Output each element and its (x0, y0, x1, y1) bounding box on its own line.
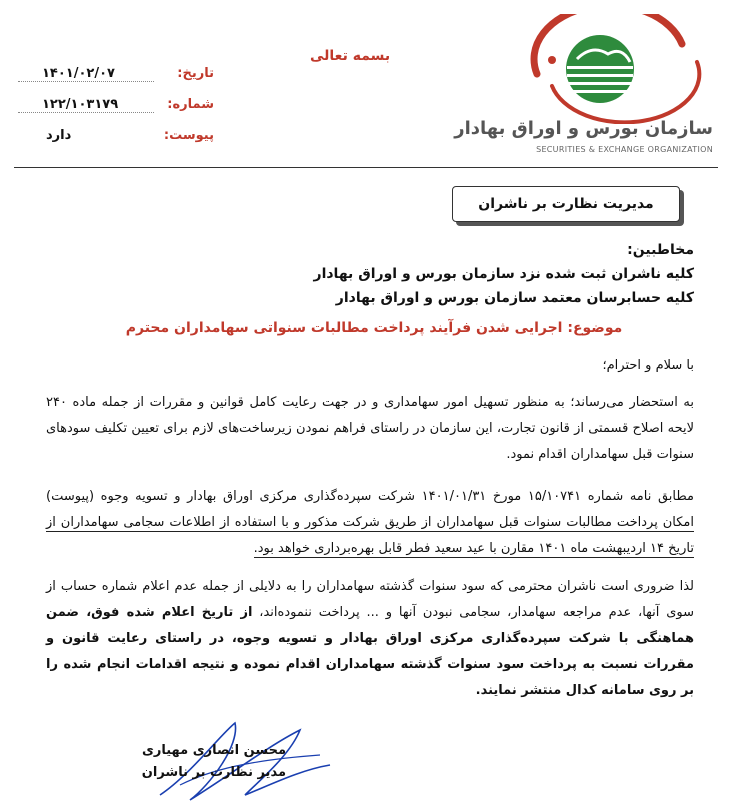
bismillah-heading: بسمه تعالی (310, 48, 391, 64)
organization-name-fa: سازمان بورس و اوراق بهادار (454, 118, 713, 139)
attachment-label: پیوست: (163, 128, 214, 143)
recipients-heading: مخاطبین: (627, 242, 694, 258)
underlined-text: امکان پرداخت مطالبات سنوات قبل سهامداران از طریق شرکت مذکور و با استفاده از اطلاعات سجامی سهامداران از تاریخ ۱۴ اردیبهشت ماه ۱۴۰۱ مقارن با عید سعید فطر قابل بهره‌برداری خواهد بود. (46, 515, 694, 556)
organization-logo (512, 14, 717, 164)
seo-logo-icon (512, 14, 717, 124)
bold-text: از تاریخ اعلام شده فوق، ضمن هماهنگی با شرکت سپرده‌گذاری مرکزی اوراق بهادار و تسویه وجوه، در راستای رعایت قانون و مقررات نسبت به پرداخت سود سنوات گذشته سهامداران اقدام نموده و نتیجه اقدامات انجام شده را بر روی سامانه کدال منتشر نمایند. (46, 605, 694, 698)
paragraph-intro: به استحضار می‌رساند؛ به منظور تسهیل امور سهامداری و در جهت رعایت کامل قوانین و مقررات از جمله ماده ۲۴۰ لایحه اصلاح قسمتی از قانون تجارت، این سازمان در راستای فراهم نمودن زیرساخت‌های لازم برای تعیین تکلیف سودهای سنوات قبل سهامداران اقدام نمود. (46, 395, 694, 462)
attachment-row (14, 128, 214, 148)
signer-name: محسن انصاری مهیاری (141, 743, 286, 758)
letter-number-row (14, 97, 214, 117)
letter-subject: موضوع: اجرایی شدن فرآیند پرداخت مطالبات سنواتی سهامداران محترم (125, 320, 623, 336)
paragraph-text: لذا ضروری است ناشران محترمی که سود سنوات گذشته سهامداران را به دلایلی از جمله عدم اعلام شماره حساب از سوی آنها، عدم مراجعه سهامدار، سجامی نبودن آنها و ... پرداخت ننموده‌اند، (46, 579, 695, 620)
department-box: مدیریت نظارت بر ناشران (452, 186, 680, 222)
dotted-line (18, 81, 154, 82)
recipient-line: کلیه ناشران ثبت شده نزد سازمان بورس و اوراق بهادار (313, 266, 694, 282)
paragraph-instruction (46, 574, 694, 704)
attachment-value: دارد (46, 128, 72, 143)
dotted-line (18, 112, 154, 113)
letter-date-row (14, 66, 214, 86)
signature-block (142, 740, 286, 784)
date-value: ۱۴۰۱/۰۲/۰۷ (42, 66, 115, 81)
greeting: با سلام و احترام؛ (602, 358, 694, 373)
number-label: شماره: (167, 97, 214, 112)
signer-title: مدیر نظارت بر ناشران (141, 765, 286, 780)
date-label: تاریخ: (177, 66, 214, 81)
number-value: ۱۲۲/۱۰۳۱۷۹ (42, 97, 119, 112)
paragraph-text: مطابق نامه شماره ۱۵/۱۰۷۴۱ مورخ ۱۴۰۱/۰۱/۳۱ شرکت سپرده‌گذاری مرکزی اوراق بهادار و تسویه وجوه (پیوست) (46, 489, 694, 504)
recipient-line: کلیه حسابرسان معتمد سازمان بورس و اوراق بهادار (335, 290, 694, 306)
recipients-block (54, 238, 694, 310)
organization-name-en: SECURITIES & EXCHANGE ORGANIZATION (536, 145, 713, 154)
header-divider (14, 167, 718, 168)
paragraph-announcement (46, 484, 694, 562)
